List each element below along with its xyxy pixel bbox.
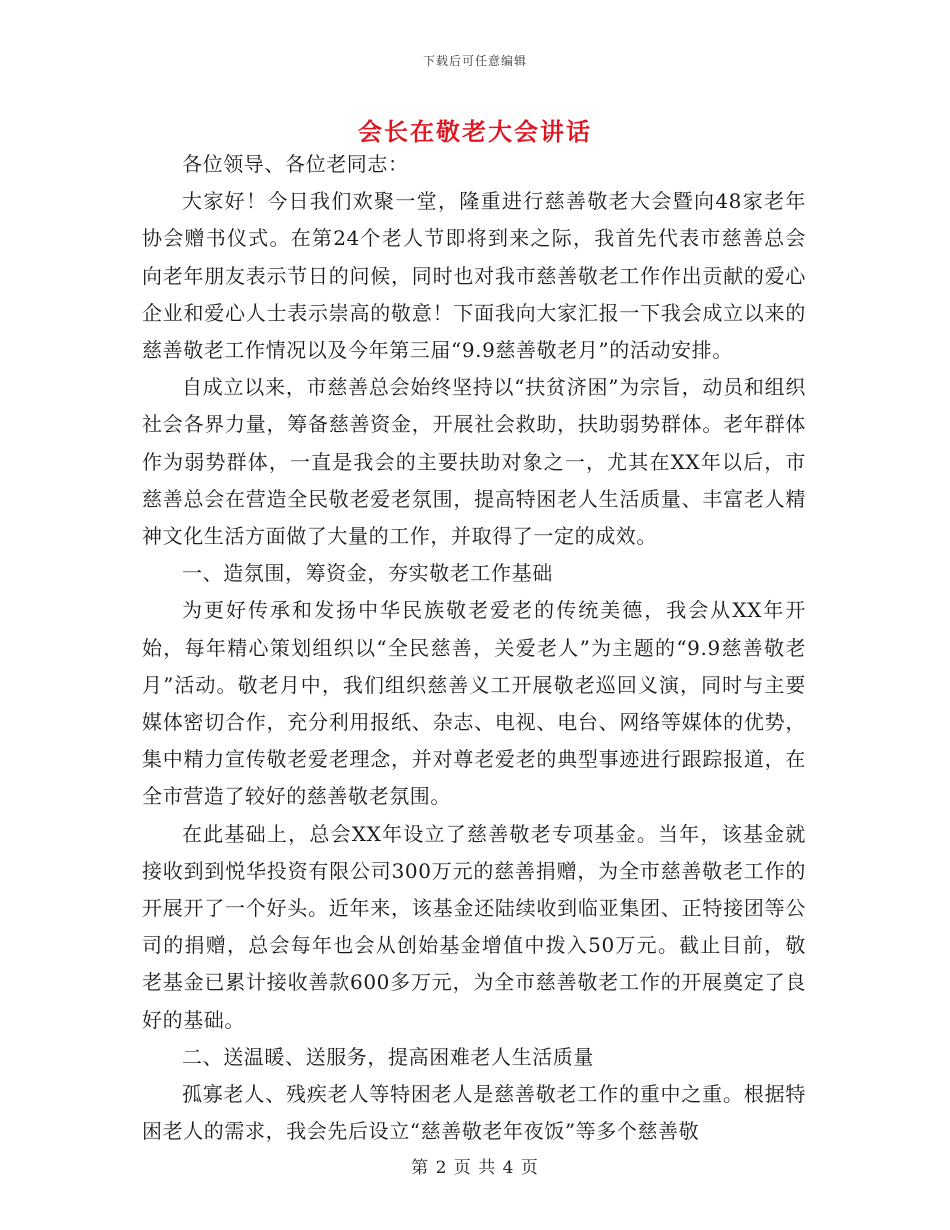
paragraph-greeting: 大家好！今日我们欢聚一堂，隆重进行慈善敬老大会暨向48家老年协会赠书仪式。在第24个老人节即将到来之际，我首先代表市慈善总会向老年朋友表示节日的问候，同时也对我市慈善敬老工作作出贡献的爱心企业和爱心人士表示崇高的敬意！下面我向大家汇报一下我会成立以来的慈善敬老工作情况以及今年第三届“9.9慈善敬老月”的活动安排。	[142, 189, 806, 363]
paragraph-salutation: 各位领导、各位老同志：	[182, 152, 409, 176]
paragraph-section1-a: 为更好传承和发扬中华民族敬老爱老的传统美德，我会从XX年开始，每年精心策划组织以“全民慈善，关爱老人”为主题的“9.9慈善敬老月”活动。敬老月中，我们组织慈善义工开展敬老巡回义演，同时与主要媒体密切合作，充分利用报纸、杂志、电视、电台、网络等媒体的优势，集中精力宣传敬老爱老理念，并对尊老爱老的典型事迹进行跟踪报道，在全市营造了较好的慈善敬老氛围。	[142, 598, 806, 809]
document-title: 会长在敬老大会讲话	[358, 117, 592, 146]
document-body	[142, 146, 806, 1150]
section-heading-2: 二、送温暖、送服务，提高困难老人生活质量	[182, 1044, 594, 1069]
paragraph-overview: 自成立以来，市慈善总会始终坚持以“扶贫济困”为宗旨，动员和组织社会各界力量，筹备慈善资金，开展社会救助，扶助弱势群体。老年群体作为弱势群体，一直是我会的主要扶助对象之一，尤其在XX年以后，市慈善总会在营造全民敬老爱老氛围，提高特困老人生活质量、丰富老人精神文化生活方面做了大量的工作，并取得了一定的成效。	[142, 375, 806, 549]
page-footer: 第 2 页 共 4 页	[411, 1158, 539, 1178]
paragraph-section1-b: 在此基础上，总会XX年设立了慈善敬老专项基金。当年，该基金就接收到到悦华投资有限公司300万元的慈善捐赠，为全市慈善敬老工作的开展开了一个好头。近年来，该基金还陆续收到临亚集团、正特接团等公司的捐赠，总会每年也会从创始基金增值中拨入50万元。截止目前，敬老基金已累计接收善款600多万元，为全市慈善敬老工作的开展奠定了良好的基础。	[142, 821, 806, 1032]
section-heading-1: 一、造氛围，筹资金，夯实敬老工作基础	[182, 561, 553, 586]
paragraph-section2-a: 孤寡老人、残疾老人等特困老人是慈善敬老工作的重中之重。根据特困老人的需求，我会先后设立“慈善敬老年夜饭”等多个慈善敬	[142, 1082, 806, 1144]
header-note: 下载后可任意编辑	[422, 54, 527, 68]
